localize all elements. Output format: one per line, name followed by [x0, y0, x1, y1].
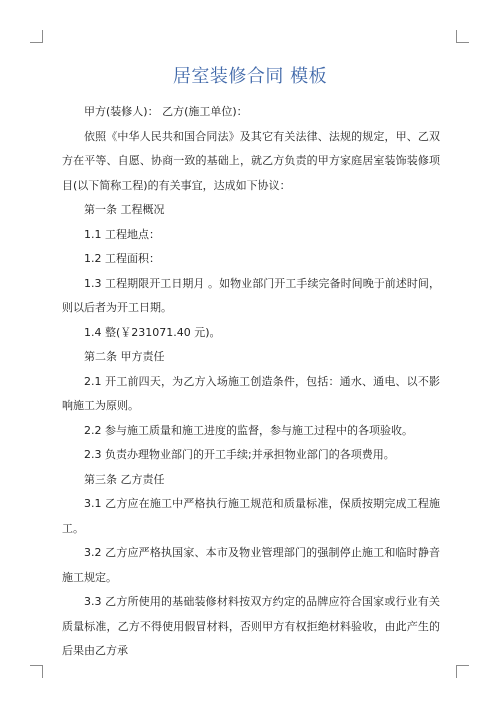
article-1-heading: 第一条 工程概况	[84, 203, 165, 216]
clause-2-3: 2.3 负责办理物业部门的开工手续;并承担物业部门的各项费用。	[84, 448, 395, 461]
clause-3-2: 3.2 乙方应严格执国家、本市及物业管理部门的强制停止施工和临时静音施工规定。	[62, 546, 440, 584]
clause-1-2: 1.2 工程面积：	[84, 252, 160, 265]
clause-1-4: 1.4 整(￥231071.40 元)。	[84, 325, 221, 339]
document-title: 居室装修合同 模板	[172, 66, 328, 87]
crop-mark-top-right	[456, 30, 469, 43]
clause-3-3: 3.3 乙方所使用的基础装修材料按双方约定的品牌应符合国家或行业有关质量标准，乙方不得使用假冒材料，否则甲方有权拒绝材料验收，由此产生的后果由乙方承	[62, 595, 440, 657]
clause-1-1: 1.1 工程地点：	[84, 227, 160, 241]
clause-2-1: 2.1 开工前四天，为乙方入场施工创造条件，包括：通水、通电、以不影响施工为原则。	[62, 374, 440, 412]
parties-line: 甲方(装修人)： 乙方(施工单位)：	[84, 105, 248, 118]
article-2-heading: 第二条 甲方责任	[84, 350, 165, 363]
crop-mark-top-left	[30, 30, 43, 43]
clause-2-2: 2.2 参与施工质量和施工进度的监督，参与施工过程中的各项验收。	[84, 423, 413, 437]
clause-3-1: 3.1 乙方应在施工中严格执行施工规范和质量标准，保质按期完成工程施工。	[62, 497, 440, 535]
preamble-paragraph: 依照《中华人民共和国合同法》及其它有关法律、法规的规定，甲、乙双方在平等、自愿、协商一致的基础上，就乙方负责的甲方家庭居室装饰装修项目(以下简称工程)的有关事宜，达成如下协议：	[62, 129, 440, 192]
article-3-heading: 第三条 乙方责任	[84, 472, 165, 486]
clause-1-3: 1.3 工程期限开工日期月 。如物业部门开工手续完备时间晚于前述时间，则以后者为开工日期。	[62, 276, 440, 314]
document-body	[62, 100, 440, 664]
crop-mark-bottom-left	[30, 665, 43, 678]
crop-mark-bottom-right	[456, 665, 469, 678]
